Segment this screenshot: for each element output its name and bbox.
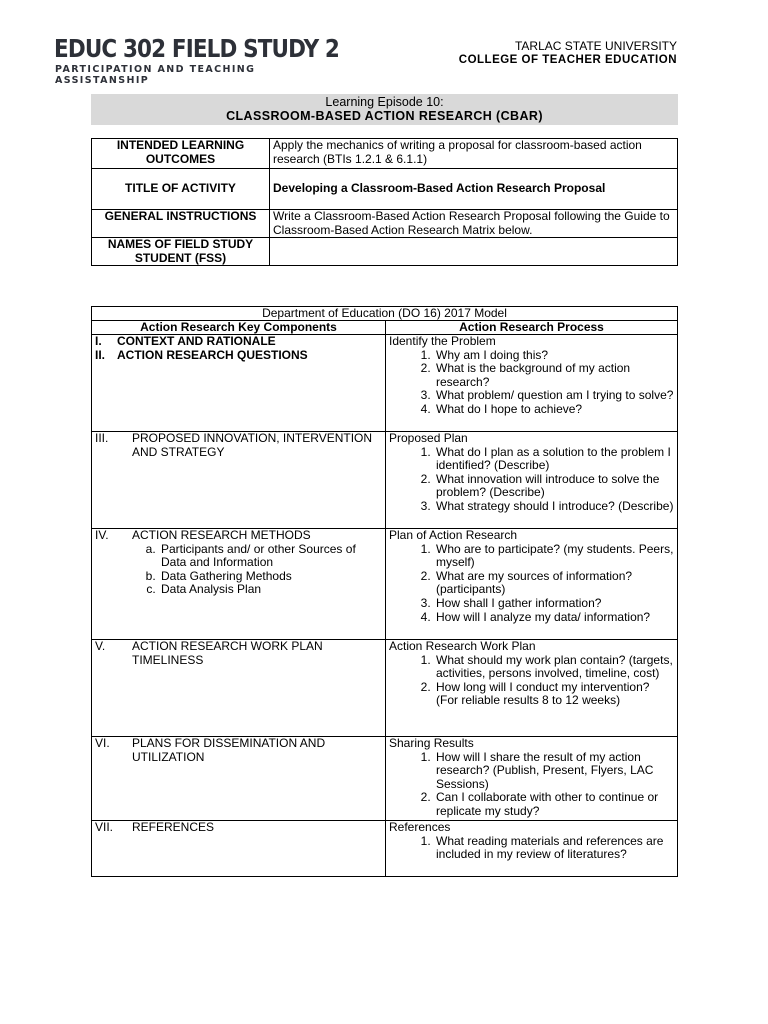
component-text: PROPOSED INNOVATION, INTERVENTION AND STRATEGY bbox=[132, 431, 373, 459]
university-name: TARLAC STATE UNIVERSITY bbox=[514, 39, 677, 53]
process-title: Proposed Plan bbox=[389, 431, 468, 445]
components-cell bbox=[92, 640, 386, 737]
course-subtitle: PARTICIPATION AND TEACHING ASSISTANSHIP bbox=[55, 64, 256, 86]
table-row bbox=[92, 821, 678, 877]
list-item: b. Data Gathering Methods bbox=[159, 570, 382, 584]
episode-banner bbox=[91, 94, 678, 125]
process-title: References bbox=[389, 820, 451, 834]
fss-names-field[interactable] bbox=[270, 238, 678, 266]
table-header-row bbox=[92, 321, 678, 335]
activity-info-table bbox=[91, 138, 678, 266]
component-text: REFERENCES bbox=[132, 820, 215, 834]
component-number: I. bbox=[95, 334, 102, 348]
list-item: 2. How long will I conduct my intervention? (For reliable results 8 to 12 weeks) bbox=[434, 681, 674, 708]
process-list bbox=[389, 654, 674, 708]
process-list bbox=[389, 751, 674, 819]
process-list bbox=[389, 349, 674, 417]
component-item bbox=[95, 821, 382, 835]
list-item: 1. What reading materials and references are included in my review of literatures? bbox=[434, 835, 674, 862]
component-item bbox=[95, 640, 382, 667]
component-number: II. bbox=[95, 347, 106, 362]
table-caption-row bbox=[92, 307, 678, 321]
row-label: GENERAL INSTRUCTIONS bbox=[92, 210, 270, 238]
component-number: V. bbox=[95, 639, 106, 653]
list-item: 4. How will I analyze my data/ information? bbox=[434, 611, 674, 625]
table-row bbox=[92, 737, 678, 821]
component-number: VI. bbox=[95, 736, 110, 750]
process-cell bbox=[386, 432, 678, 529]
table-row bbox=[92, 640, 678, 737]
process-title: Action Research Work Plan bbox=[389, 639, 536, 653]
process-title: Identify the Problem bbox=[389, 334, 496, 348]
list-item: 3. What strategy should I introduce? (Describe) bbox=[434, 500, 674, 514]
component-item bbox=[95, 529, 382, 543]
table-row bbox=[92, 210, 678, 238]
process-cell bbox=[386, 737, 678, 821]
component-text: CONTEXT AND RATIONALE bbox=[117, 334, 276, 348]
row-value: Developing a Classroom-Based Action Research Proposal bbox=[270, 169, 678, 210]
table-row bbox=[92, 335, 678, 432]
components-cell bbox=[92, 737, 386, 821]
process-cell bbox=[386, 335, 678, 432]
table-row bbox=[92, 238, 678, 266]
list-item: c. Data Analysis Plan bbox=[159, 583, 382, 597]
row-label: INTENDED LEARNING OUTCOMES bbox=[92, 139, 270, 169]
components-cell bbox=[92, 529, 386, 640]
cbar-matrix-table bbox=[91, 306, 678, 877]
matrix-caption: Department of Education (DO 16) 2017 Model bbox=[92, 307, 678, 321]
list-item: 2. Can I collaborate with other to continue or replicate my study? bbox=[434, 791, 674, 818]
process-cell bbox=[386, 529, 678, 640]
component-number: VII. bbox=[95, 820, 114, 834]
components-cell bbox=[92, 335, 386, 432]
column-header: Action Research Process bbox=[386, 321, 678, 335]
table-row bbox=[92, 529, 678, 640]
list-item: 4. What do I hope to achieve? bbox=[434, 403, 674, 417]
component-text: ACTION RESEARCH METHODS bbox=[132, 528, 311, 542]
list-item: a. Participants and/ or other Sources of Data and Information bbox=[159, 543, 382, 570]
course-title: EDUC 302 FIELD STUDY 2 bbox=[54, 34, 340, 63]
process-cell bbox=[386, 821, 678, 877]
list-item: 1. What do I plan as a solution to the problem I identified? (Describe) bbox=[434, 446, 674, 473]
component-item bbox=[95, 349, 382, 363]
list-item: 1. Who are to participate? (my students. Peers, myself) bbox=[434, 543, 674, 570]
process-list bbox=[389, 446, 674, 514]
list-item: 1. Why am I doing this? bbox=[434, 349, 674, 363]
list-item: 1. What should my work plan contain? (targets, activities, persons involved, timeline, cost) bbox=[434, 654, 674, 681]
methods-sublist bbox=[95, 543, 382, 597]
component-text: ACTION RESEARCH WORK PLAN TIMELINESS bbox=[132, 639, 323, 667]
component-number: IV. bbox=[95, 528, 109, 542]
row-label: TITLE OF ACTIVITY bbox=[92, 169, 270, 210]
component-text: PLANS FOR DISSEMINATION AND UTILIZATION bbox=[132, 736, 326, 764]
process-title: Sharing Results bbox=[389, 736, 474, 750]
process-cell bbox=[386, 640, 678, 737]
row-value: Apply the mechanics of writing a proposal for classroom-based action research (BTIs 1.2.1 & 6.1.1) bbox=[270, 139, 678, 169]
table-row bbox=[92, 169, 678, 210]
episode-label: Learning Episode 10: bbox=[325, 95, 444, 109]
component-item bbox=[95, 737, 382, 764]
list-item: 1. How will I share the result of my action research? (Publish, Present, Flyers, LAC Sessions) bbox=[434, 751, 674, 792]
component-number: III. bbox=[95, 431, 109, 445]
component-text: ACTION RESEARCH QUESTIONS bbox=[117, 347, 308, 362]
university-block bbox=[459, 39, 677, 67]
component-item bbox=[95, 335, 382, 349]
table-row bbox=[92, 139, 678, 169]
episode-title: CLASSROOM-BASED ACTION RESEARCH (CBAR) bbox=[226, 109, 543, 123]
process-list bbox=[389, 543, 674, 625]
row-value: Write a Classroom-Based Action Research Proposal following the Guide to Classroom-Based Action Research Matrix below. bbox=[270, 210, 678, 238]
college-name: COLLEGE OF TEACHER EDUCATION bbox=[458, 54, 677, 66]
components-cell bbox=[92, 821, 386, 877]
components-cell bbox=[92, 432, 386, 529]
column-header: Action Research Key Components bbox=[92, 321, 386, 335]
table-row bbox=[92, 432, 678, 529]
list-item: 2. What are my sources of information? (participants) bbox=[434, 570, 674, 597]
component-item bbox=[95, 432, 382, 459]
list-item: 3. How shall I gather information? bbox=[434, 597, 674, 611]
list-item: 2. What innovation will introduce to solve the problem? (Describe) bbox=[434, 473, 674, 500]
process-list bbox=[389, 835, 674, 862]
list-item: 3. What problem/ question am I trying to solve? bbox=[434, 389, 674, 403]
row-label: NAMES OF FIELD STUDY STUDENT (FSS) bbox=[92, 238, 270, 266]
process-title: Plan of Action Research bbox=[389, 528, 518, 542]
list-item: 2. What is the background of my action research? bbox=[434, 362, 674, 389]
